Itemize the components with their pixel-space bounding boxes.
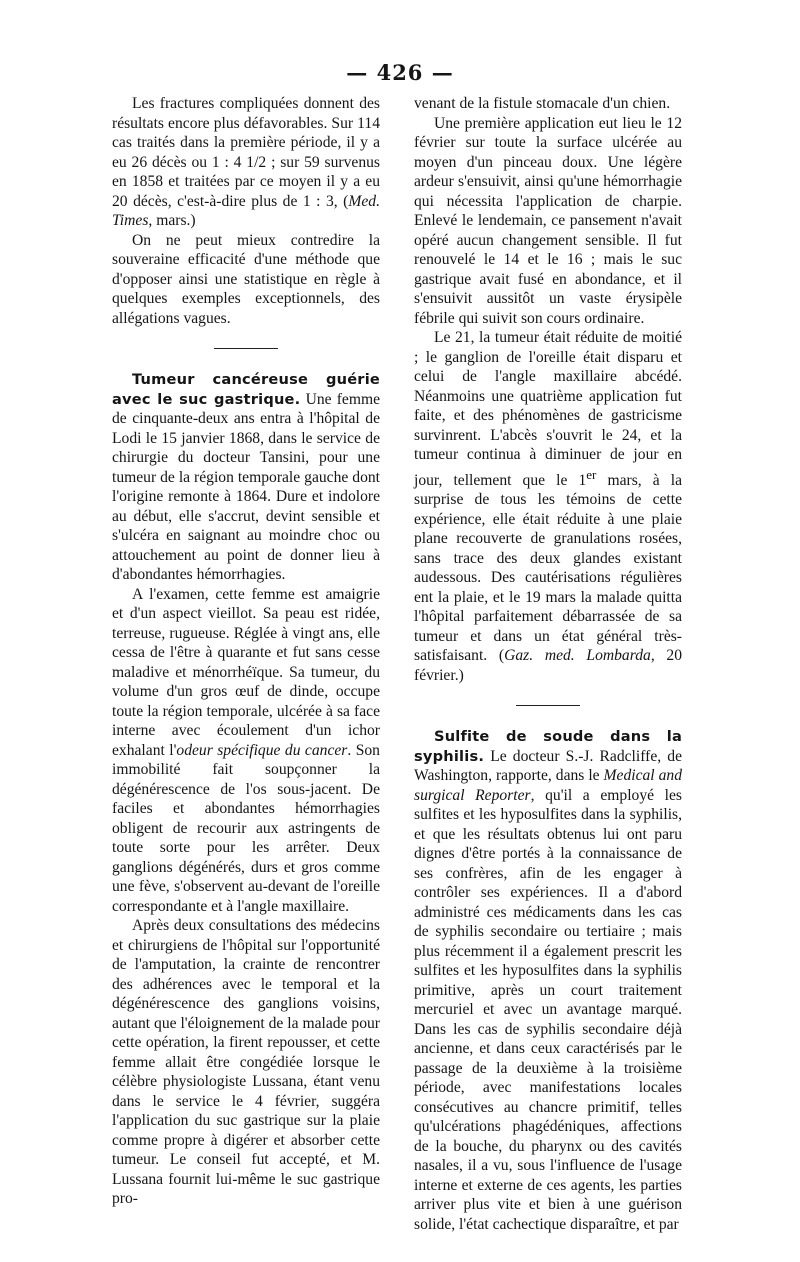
left-column xyxy=(112,94,380,1209)
paragraph: Les fractures compliquées donnent des résultats encore plus défavorables. Sur 114 cas traités dans la première période, il y a eu 26 décès ou 1 : 4 1/2 ; sur 59 survenus en 1858 et traitées par ce moyen il y a eu 20 décès, c'est-à-dire plus de 1 : 3, (Med. Times, mars.) xyxy=(112,95,380,229)
paragraph: On ne peut mieux contredire la souveraine efficacité d'une méthode que d'opposer ainsi une statistique en règle à quelques exemples exceptionnels, des allégations vagues. xyxy=(112,231,380,327)
paragraph: A l'examen, cette femme est amaigrie et d'un aspect vieillot. Sa peau est ridée, terreuse, rugueuse. Réglée à vingt ans, elle cessa de l'être à quarante et fut sans cesse maladive et ménorrhéïque. Sa tumeur, du volume d'un gros œuf de dinde, occupe toute la région temporale, ulcérée à sa face interne avec écoulement d'un ichor exhalant l'odeur spécifique du cancer. Son immobilité fait soupçonner la dégénérescence de l'os sous-jacent. De faciles et abondantes hémorrhagies obligent de recourir aux astringents de toute sorte pour les arrêter. Deux ganglions dégénérés, durs et gros comme une fève, s'observent au-devant de l'oreille correspondante et à l'angle maxillaire. xyxy=(112,585,380,915)
paragraph: Sulfite de soude dans la syphilis. Le docteur S.-J. Radcliffe, de Washington, rapporte, dans le Medical and surgical Reporter, qu'il a employé les sulfites et les hyposulfites dans la syphilis, et que les résultats obtenus lui ont paru dignes d'être portés à la connaissance de ses confrères, afin de les engager à contrôler ses expériences. Il a d'abord administré ces médicaments dans les cas de syphilis secondaire ou tertiaire ; mais plus récemment il a également prescrit les sulfites et les hyposulfites dans la syphilis primitive, après un court traitement mercuriel et avec un avantage marqué. Dans les cas de syphilis secondaire déjà ancienne, et dans ceux caractérisés par le passage de la deuxième à la troisième période, avec manifestations locales consécutives au chancre primitif, telles qu'ulcérations phagédéniques, affections de la bouche, du pharynx ou des cavités nasales, il a vu, sous l'influence de l'usage interne et externe de ces agents, les parties arriver plus vite et bien à une guérison solide, l'état cachectique disparaître, et par xyxy=(414,728,682,1233)
paragraph: Une première application eut lieu le 12 février sur toute la surface ulcérée au moyen d'un pinceau doux. Une légère ardeur s'ensuivit, ainsi qu'une hémorrhagie qui nécessita l'application de charpie. Enlevé le lendemain, ce pansement n'avait opéré aucun changement sensible. Il fut renouvelé le 14 et le 16 ; mais le suc gastrique avait fusé en abondance, et il s'ensuivit aussitôt un vaste érysipèle fébrile qui suivit son cours ordinaire. xyxy=(414,114,682,327)
paragraph: Après deux consultations des médecins et chirurgiens de l'hôpital sur l'opportunité de l'amputation, la crainte de rencontrer des adhérences avec le temporal et la dégénérescence des ganglions voisins, autant que l'éloignement de la malade pour cette opération, la firent repousser, et cette femme allait être congédiée lorsque le célèbre physiologiste Lussana, étant venu dans le service le 4 février, suggéra l'application du suc gastrique sur la plaie comme propre à digérer et absorber cette tumeur. Le conseil fut accepté, et M. Lussana fournit lui-même le suc gastrique pro- xyxy=(112,917,380,1207)
section-divider xyxy=(214,348,278,349)
source-citation: Gaz. med. Lombarda xyxy=(504,647,651,665)
source-citation: Med. Times xyxy=(112,192,380,229)
article-heading: Tumeur cancéreuse guérie avec le suc gastrique. xyxy=(112,371,380,408)
right-column xyxy=(414,94,682,1234)
emphasis: odeur spécifique du cancer xyxy=(176,741,348,759)
journal-title: Medical and surgical Reporter xyxy=(414,767,682,804)
article-heading: Sulfite de soude dans la syphilis. xyxy=(414,728,682,765)
paragraph: Tumeur cancéreuse guérie avec le suc gastrique. Une femme de cinquante-deux ans entra à l'hôpital de Lodi le 15 janvier 1868, dans le service de chirurgie du docteur Tansini, pour une tumeur de la région temporale gauche dont l'origine remonte à 1864. Dure et indolore au début, elle s'accrut, devint sensible et s'ulcéra en saignant au moindre choc ou attouchement au point de donner lieu à d'abondantes hémorrhagies. xyxy=(112,371,380,583)
page-number: — 426 — xyxy=(346,60,454,85)
paragraph: Le 21, la tumeur était réduite de moitié ; le ganglion de l'oreille était disparu et celui de l'angle maxillaire abcédé. Néanmoins une quatrième application fut faite, et des phénomènes de gastricisme survinrent. L'abcès s'ouvrit le 24, et la tumeur continua à diminuer de jour en jour, tellement que le 1er mars, à la surprise de tous les témoins de cette expérience, elle était réduite à une plaie plane recouverte de granulations rosées, sans trace des deux glandes existant audessous. Des cautérisations régulières ent la plaie, et le 19 mars la malade quitta l'hôpital parfaitement débarrassée de sa tumeur et dans un état général très-satisfaisant. (Gaz. med. Lombarda, 20 février.) xyxy=(414,329,683,684)
paragraph: venant de la fistule stomacale d'un chien. xyxy=(414,95,671,112)
section-divider xyxy=(516,705,580,706)
